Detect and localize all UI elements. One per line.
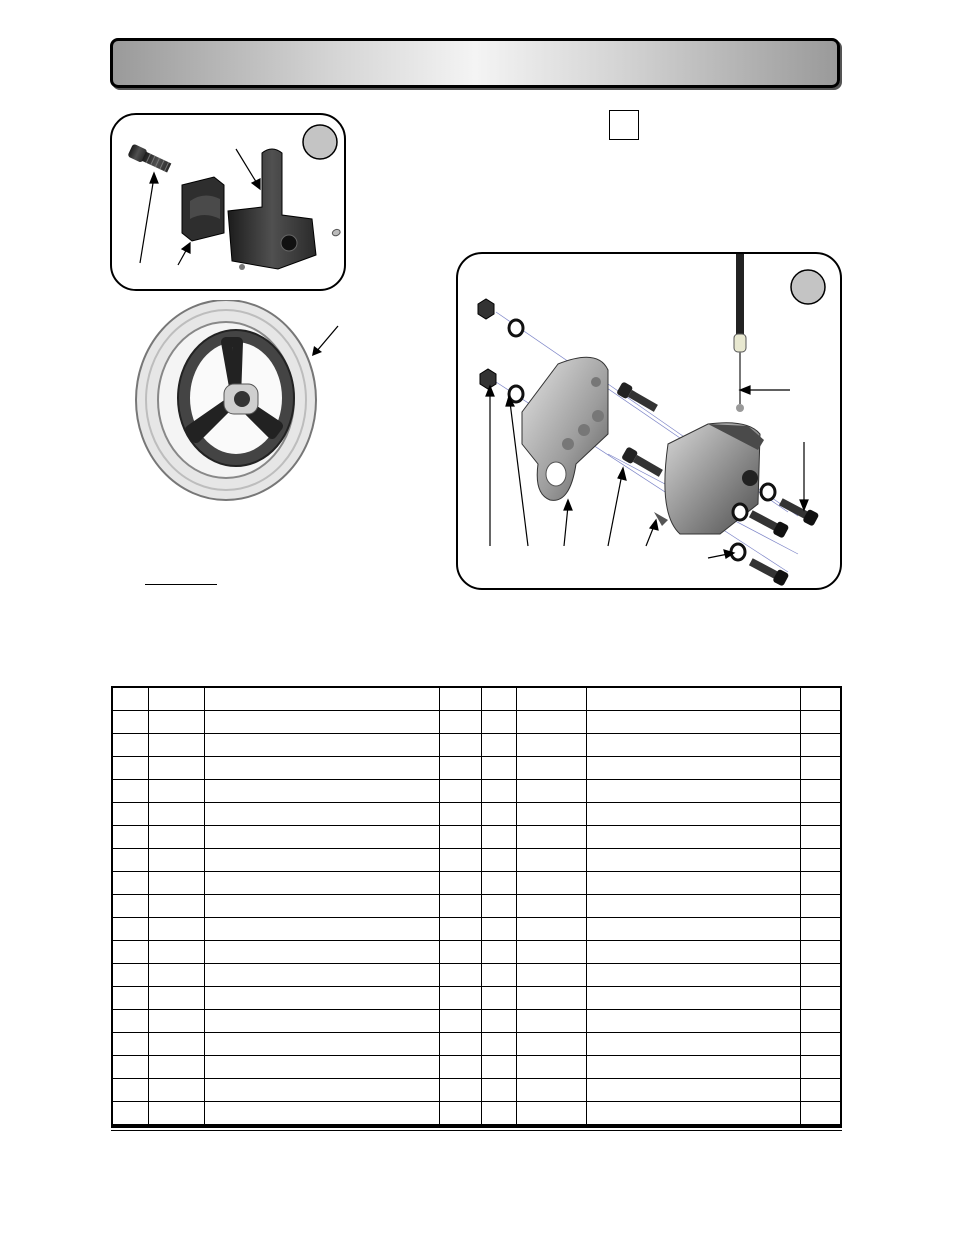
table-cell [204, 1102, 439, 1126]
table-cell [439, 1010, 481, 1033]
table-cell [148, 1102, 204, 1126]
table-cell [112, 711, 148, 734]
table-cell [148, 711, 204, 734]
table-cell [800, 757, 841, 780]
table-cell [148, 1033, 204, 1056]
table-row [112, 803, 841, 826]
table-cell [439, 780, 481, 803]
table-cell [516, 1033, 586, 1056]
table-cell [204, 1079, 439, 1102]
table-cell [112, 895, 148, 918]
table-cell [800, 941, 841, 964]
column-header [800, 687, 841, 711]
table-cell [204, 1056, 439, 1079]
table-cell [439, 918, 481, 941]
table-cell [481, 1056, 516, 1079]
table-cell [112, 1102, 148, 1126]
table-cell [112, 987, 148, 1010]
table-cell [439, 1102, 481, 1126]
table-cell [586, 757, 800, 780]
table-cell [481, 734, 516, 757]
table-row [112, 895, 841, 918]
parts-table-body [112, 711, 841, 1126]
table-cell [516, 941, 586, 964]
table-cell [516, 734, 586, 757]
column-header [481, 687, 516, 711]
table-cell [586, 1102, 800, 1126]
table-row [112, 826, 841, 849]
table-cell [586, 1056, 800, 1079]
table-row [112, 1010, 841, 1033]
table-row [112, 849, 841, 872]
note-underline [145, 584, 217, 585]
table-row [112, 964, 841, 987]
table-row [112, 711, 841, 734]
table-cell [481, 826, 516, 849]
brake-bracket-drawing [458, 254, 842, 590]
table-row [112, 1102, 841, 1126]
callout-circle [303, 125, 337, 159]
table-cell [586, 964, 800, 987]
footer-rule-thin [111, 1130, 842, 1131]
table-cell [148, 1010, 204, 1033]
column-header [516, 687, 586, 711]
table-cell [586, 987, 800, 1010]
table-cell [112, 803, 148, 826]
table-cell [586, 803, 800, 826]
table-cell [516, 1079, 586, 1102]
table-cell [800, 803, 841, 826]
table-row [112, 1056, 841, 1079]
table-cell [481, 780, 516, 803]
table-cell [439, 1079, 481, 1102]
table-cell [800, 918, 841, 941]
table-cell [481, 757, 516, 780]
table-cell [481, 1079, 516, 1102]
table-cell [204, 780, 439, 803]
table-cell [586, 895, 800, 918]
table-cell [516, 872, 586, 895]
table-cell [439, 849, 481, 872]
table-row [112, 1079, 841, 1102]
table-cell [112, 1010, 148, 1033]
table-cell [112, 1079, 148, 1102]
table-cell [516, 780, 586, 803]
table-cell [204, 757, 439, 780]
table-cell [516, 1010, 586, 1033]
table-cell [204, 734, 439, 757]
table-cell [800, 964, 841, 987]
column-header [204, 687, 439, 711]
table-cell [439, 872, 481, 895]
table-cell [586, 1079, 800, 1102]
table-cell [148, 987, 204, 1010]
table-cell [800, 987, 841, 1010]
table-cell [516, 987, 586, 1010]
table-cell [800, 1056, 841, 1079]
table-row [112, 734, 841, 757]
table-cell [481, 1033, 516, 1056]
table-row [112, 780, 841, 803]
table-cell [148, 1056, 204, 1079]
table-cell [148, 803, 204, 826]
table-cell [481, 849, 516, 872]
table-cell [148, 780, 204, 803]
table-cell [148, 895, 204, 918]
table-cell [112, 757, 148, 780]
table-cell [148, 734, 204, 757]
table-cell [148, 757, 204, 780]
table-cell [481, 1010, 516, 1033]
caster-wheel-drawing [128, 300, 348, 510]
table-cell [800, 780, 841, 803]
table-cell [112, 734, 148, 757]
table-cell [112, 826, 148, 849]
table-cell [204, 826, 439, 849]
table-cell [204, 803, 439, 826]
table-cell [516, 895, 586, 918]
table-cell [800, 1079, 841, 1102]
table-cell [204, 711, 439, 734]
table-cell [204, 1033, 439, 1056]
table-cell [148, 941, 204, 964]
table-cell [586, 941, 800, 964]
table-cell [586, 826, 800, 849]
table-cell [439, 941, 481, 964]
callout-circle [791, 270, 825, 304]
table-cell [586, 1033, 800, 1056]
table-cell [481, 918, 516, 941]
table-cell [439, 757, 481, 780]
column-header [148, 687, 204, 711]
table-cell [481, 1102, 516, 1126]
table-cell [516, 826, 586, 849]
table-cell [586, 1010, 800, 1033]
table-cell [800, 1010, 841, 1033]
table-cell [204, 849, 439, 872]
footer-rule [111, 1125, 842, 1128]
table-cell [112, 964, 148, 987]
table-cell [439, 1033, 481, 1056]
table-cell [481, 872, 516, 895]
table-cell [481, 987, 516, 1010]
table-cell [112, 1033, 148, 1056]
table-cell [516, 964, 586, 987]
table-cell [800, 1102, 841, 1126]
parts-table [111, 686, 842, 1126]
table-cell [586, 780, 800, 803]
table-cell [516, 757, 586, 780]
column-header [439, 687, 481, 711]
table-cell [439, 1056, 481, 1079]
table-cell [586, 734, 800, 757]
table-cell [800, 872, 841, 895]
table-cell [112, 918, 148, 941]
table-cell [800, 895, 841, 918]
table-cell [148, 964, 204, 987]
table-row [112, 1033, 841, 1056]
table-cell [516, 849, 586, 872]
table-header-row [112, 687, 841, 711]
caster-wheel [128, 300, 348, 510]
table-cell [112, 872, 148, 895]
table-cell [439, 964, 481, 987]
table-cell [800, 1033, 841, 1056]
table-cell [204, 1010, 439, 1033]
table-cell [204, 872, 439, 895]
table-cell [586, 711, 800, 734]
header-bar [110, 38, 840, 88]
table-cell [439, 987, 481, 1010]
table-cell [439, 711, 481, 734]
option-checkbox[interactable] [609, 110, 639, 140]
table-cell [112, 849, 148, 872]
table-cell [586, 849, 800, 872]
table-cell [204, 964, 439, 987]
table-cell [148, 872, 204, 895]
table-cell [112, 780, 148, 803]
table-cell [481, 803, 516, 826]
table-cell [800, 734, 841, 757]
table-cell [481, 941, 516, 964]
table-cell [516, 803, 586, 826]
table-cell [439, 734, 481, 757]
table-cell [800, 711, 841, 734]
table-cell [516, 1056, 586, 1079]
table-cell [439, 826, 481, 849]
table-cell [586, 918, 800, 941]
table-cell [586, 872, 800, 895]
table-cell [516, 1102, 586, 1126]
brake-lever-drawing [112, 115, 346, 291]
table-cell [148, 849, 204, 872]
table-row [112, 941, 841, 964]
table-cell [148, 918, 204, 941]
table-cell [516, 918, 586, 941]
table-cell [481, 711, 516, 734]
table-cell [204, 987, 439, 1010]
table-cell [112, 1056, 148, 1079]
table-row [112, 987, 841, 1010]
column-header [586, 687, 800, 711]
table-cell [112, 941, 148, 964]
table-cell [439, 803, 481, 826]
table-cell [204, 895, 439, 918]
brake-bracket-figure [456, 252, 842, 590]
table-row [112, 872, 841, 895]
table-row [112, 918, 841, 941]
column-header [112, 687, 148, 711]
table-cell [800, 826, 841, 849]
table-cell [439, 895, 481, 918]
table-cell [148, 1079, 204, 1102]
table-cell [148, 826, 204, 849]
table-cell [481, 895, 516, 918]
table-cell [204, 918, 439, 941]
table-cell [516, 711, 586, 734]
table-cell [481, 964, 516, 987]
table-cell [204, 941, 439, 964]
brake-lever-figure [110, 113, 346, 291]
table-row [112, 757, 841, 780]
table-cell [800, 849, 841, 872]
